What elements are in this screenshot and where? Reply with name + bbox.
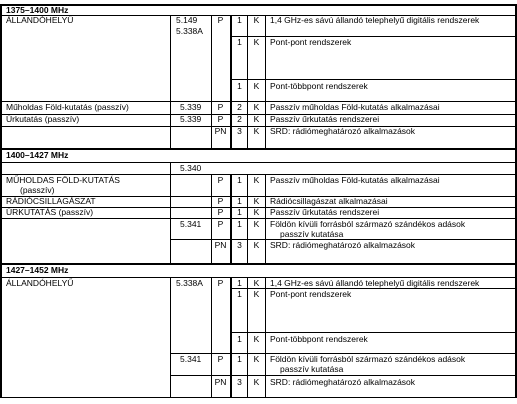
k-flag: K [253,354,260,364]
k-flag: K [253,377,260,387]
col-sep [211,174,212,264]
k-flag: K [253,289,260,299]
section-header: 1427–1452 MHz [6,265,69,275]
reference: 5.340 [180,163,202,173]
service-name: RÁDIÓCSILLAGÁSZAT [6,196,96,206]
application-desc: Pont-többpont rendszerek [270,81,368,91]
category-number: 1 [237,289,242,299]
reference: 5.339 [180,102,202,112]
section1-top-rule [0,4,517,6]
service-name: Űrkutatás (passzív) [6,114,80,124]
application-desc: Passzív űrkutatás rendszerei [270,207,380,217]
k-flag: K [253,207,260,217]
category-number: 3 [237,240,242,250]
reference: 5.149 [176,15,198,25]
category-number: 1 [237,354,242,364]
application-desc: Pont-pont rendszerek [270,289,352,299]
reference: 5.341 [180,219,202,229]
priority: PN [214,377,227,387]
reference: 5.339 [180,114,202,124]
section2-top-rule [0,148,517,150]
category-number: 1 [237,15,242,25]
rule [232,79,517,80]
priority: P [217,175,224,185]
application-desc: 1,4 GHz-es sávú állandó telephelyű digitális rendszerek [270,278,480,288]
k-flag: K [253,126,260,136]
category-number: 1 [237,278,242,288]
col-sep [265,277,266,398]
priority: PN [214,240,227,250]
priority: P [217,354,224,364]
priority: P [217,207,224,217]
priority: P [217,196,224,206]
rule [0,162,517,163]
priority: P [217,114,224,124]
application-desc: Passzív műholdas Föld-kutatás alkalmazásai [270,102,440,112]
reference: 5.341 [180,354,202,364]
col-sep [170,277,171,398]
priority: P [217,15,224,25]
priority: P [217,219,224,229]
application-desc-cont: passzív kutatása [280,229,344,239]
rule [232,332,517,333]
col-sep [170,15,171,149]
category-number: 3 [237,126,242,136]
left-border [0,4,2,398]
application-desc: Földön kívüli forrásból származó szándékos adások [270,354,466,364]
k-flag: K [253,114,260,124]
category-number: 1 [237,196,242,206]
k-flag: K [253,37,260,47]
application-desc: SRD: rádiómeghatározó alkalmazások [270,377,416,387]
k-flag: K [253,81,260,91]
category-number: 2 [237,102,242,112]
service-name: MŰHOLDAS FÖLD-KUTATÁS [6,175,120,185]
section3-top-rule [0,263,517,265]
col-sep [230,174,232,264]
category-number: 1 [237,219,242,229]
application-desc: Pont-pont rendszerek [270,37,352,47]
section-header: 1375–1400 MHz [6,5,69,15]
k-flag: K [253,196,260,206]
k-flag: K [253,15,260,25]
k-flag: K [253,334,260,344]
category-number: 1 [237,37,242,47]
category-number: 1 [237,207,242,217]
section-header: 1400–1427 MHz [6,150,69,160]
application-desc: SRD: rádiómeghatározó alkalmazások [270,240,416,250]
k-flag: K [253,240,260,250]
priority: P [217,102,224,112]
col-sep [265,15,266,149]
reference: 5.338A [176,26,203,36]
application-desc: Pont-többpont rendszerek [270,334,368,344]
service-name: ÁLLANDÓHELYŰ [6,278,74,288]
col-sep [170,162,171,264]
k-flag: K [253,278,260,288]
application-desc: Földön kívüli forrásból származó szándékos adások [270,219,466,229]
application-desc: SRD: rádiómeghatározó alkalmazások [270,126,416,136]
priority: P [217,278,224,288]
application-desc-cont: passzív kutatása [280,364,344,374]
category-number: 1 [237,175,242,185]
rule [170,375,517,376]
category-number: 1 [237,81,242,91]
k-flag: K [253,102,260,112]
application-desc: Passzív űrkutatás rendszerei [270,114,380,124]
reference: 5.338A [176,278,203,288]
service-name-cont: (passzív) [20,185,55,195]
application-desc: 1,4 GHz-es sávú állandó telephelyű digitális rendszerek [270,15,480,25]
rule [0,397,517,398]
k-flag: K [253,219,260,229]
col-sep [247,174,248,264]
service-name: Műholdas Föld-kutatás (passzív) [6,102,129,112]
application-desc: Rádiócsillagászat alkalmazásai [270,196,388,206]
category-number: 2 [237,114,242,124]
priority: PN [214,126,227,136]
service-name: ŰRKUTATÁS (passzív) [6,207,94,217]
service-name: ÁLLANDÓHELYŰ [6,15,74,25]
k-flag: K [253,175,260,185]
category-number: 1 [237,334,242,344]
col-sep [265,174,266,264]
category-number: 3 [237,377,242,387]
application-desc: Passzív műholdas Föld-kutatás alkalmazásai [270,175,440,185]
